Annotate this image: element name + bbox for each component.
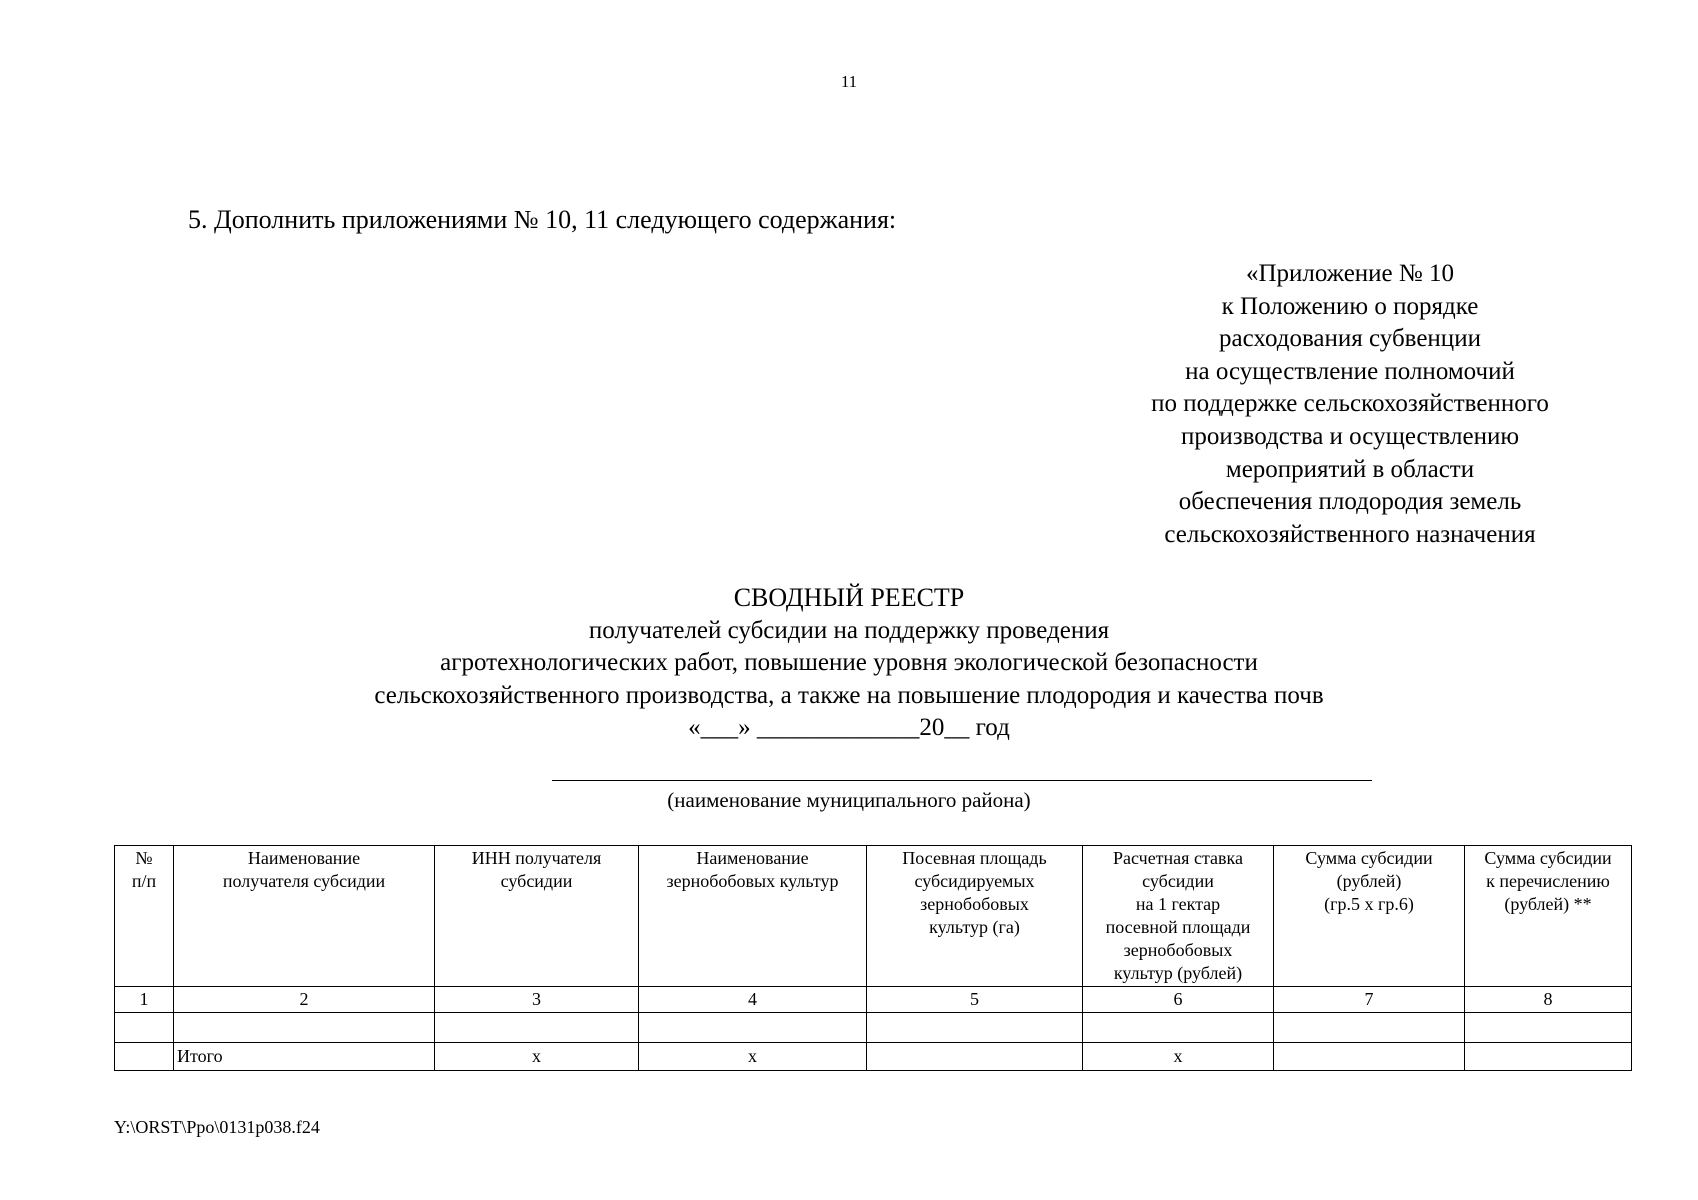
municipality-caption: (наименование муниципального района) <box>667 788 1031 812</box>
registry-table <box>114 845 1632 1071</box>
appendix-line: обеспечения плодородия земель <box>1178 488 1522 516</box>
header-cell-recipient-name: Наименование получателя субсидии <box>174 846 435 987</box>
total-cell <box>1274 1043 1465 1071</box>
page-number: 11 <box>840 72 858 91</box>
table-cell <box>1465 1013 1632 1043</box>
column-number-cell: 4 <box>639 987 867 1013</box>
column-number-cell: 6 <box>1083 987 1274 1013</box>
intro-paragraph: 5. Дополнить приложениями № 10, 11 следующего содержания: <box>188 205 897 234</box>
register-subtitle-line: агротехнологических работ, повышение уровня экологической безопасности <box>440 649 1258 676</box>
table-cell <box>435 1013 639 1043</box>
register-date-line: «___» _____________20__ год <box>688 714 1010 741</box>
table-cell <box>174 1013 435 1043</box>
appendix-line: мероприятий в области <box>1225 455 1475 483</box>
appendix-line: на осуществление полномочий <box>1185 357 1515 385</box>
appendix-line: производства и осуществлению <box>1180 422 1520 450</box>
header-cell-number: № п/п <box>115 846 174 987</box>
table-header-row <box>115 846 1632 987</box>
total-cell <box>867 1043 1083 1071</box>
appendix-line: сельскохозяйственного назначения <box>1164 520 1536 548</box>
column-number-cell: 7 <box>1274 987 1465 1013</box>
header-cell-inn: ИНН получателя субсидии <box>435 846 639 987</box>
register-subtitle-line: получателей субсидии на поддержку проведения <box>588 616 1110 644</box>
appendix-line: к Положению о порядке <box>1221 292 1479 320</box>
header-cell-rate: Расчетная ставка субсидии на 1 гектар посевной площади зернобобовых культур (рублей) <box>1083 846 1274 987</box>
column-number-cell: 2 <box>174 987 435 1013</box>
appendix-line: по поддержке сельскохозяйственного <box>1151 390 1549 418</box>
table-row <box>115 1013 1632 1043</box>
header-cell-transfer-sum: Сумма субсидии к перечислению (рублей) ** <box>1465 846 1632 987</box>
header-cell-crop-name: Наименование зернобобовых культур <box>639 846 867 987</box>
total-cell: х <box>1083 1043 1274 1071</box>
table-cell <box>639 1013 867 1043</box>
total-cell <box>1465 1043 1632 1071</box>
column-number-cell: 1 <box>115 987 174 1013</box>
column-number-cell: 8 <box>1465 987 1632 1013</box>
register-title: СВОДНЫЙ РЕЕСТР <box>733 583 965 612</box>
column-number-cell: 5 <box>867 987 1083 1013</box>
table-cell <box>867 1013 1083 1043</box>
table-cell <box>1083 1013 1274 1043</box>
total-cell: х <box>639 1043 867 1071</box>
municipality-blank-line <box>552 780 1372 781</box>
header-cell-subsidy-sum: Сумма субсидии (рублей) (гр.5 х гр.6) <box>1274 846 1465 987</box>
column-number-row <box>115 987 1632 1013</box>
total-row <box>115 1043 1632 1071</box>
register-title-block <box>0 582 1698 745</box>
total-label: Итого <box>174 1043 435 1071</box>
table-cell <box>1274 1013 1465 1043</box>
footer-file-path: Y:\ORST\Ppo\0131p038.f24 <box>114 1117 320 1137</box>
appendix-line: «Приложение № 10 <box>1245 260 1455 287</box>
appendix-header <box>1050 258 1650 551</box>
appendix-line: расходования субвенции <box>1219 325 1481 353</box>
register-subtitle-line: сельскохозяйственного производства, а также на повышение плодородия и качества почв <box>374 681 1324 709</box>
total-cell: х <box>435 1043 639 1071</box>
total-cell <box>115 1043 174 1071</box>
table-cell <box>115 1013 174 1043</box>
header-cell-sown-area: Посевная площадь субсидируемых зернобобовых культур (га) <box>867 846 1083 987</box>
column-number-cell: 3 <box>435 987 639 1013</box>
